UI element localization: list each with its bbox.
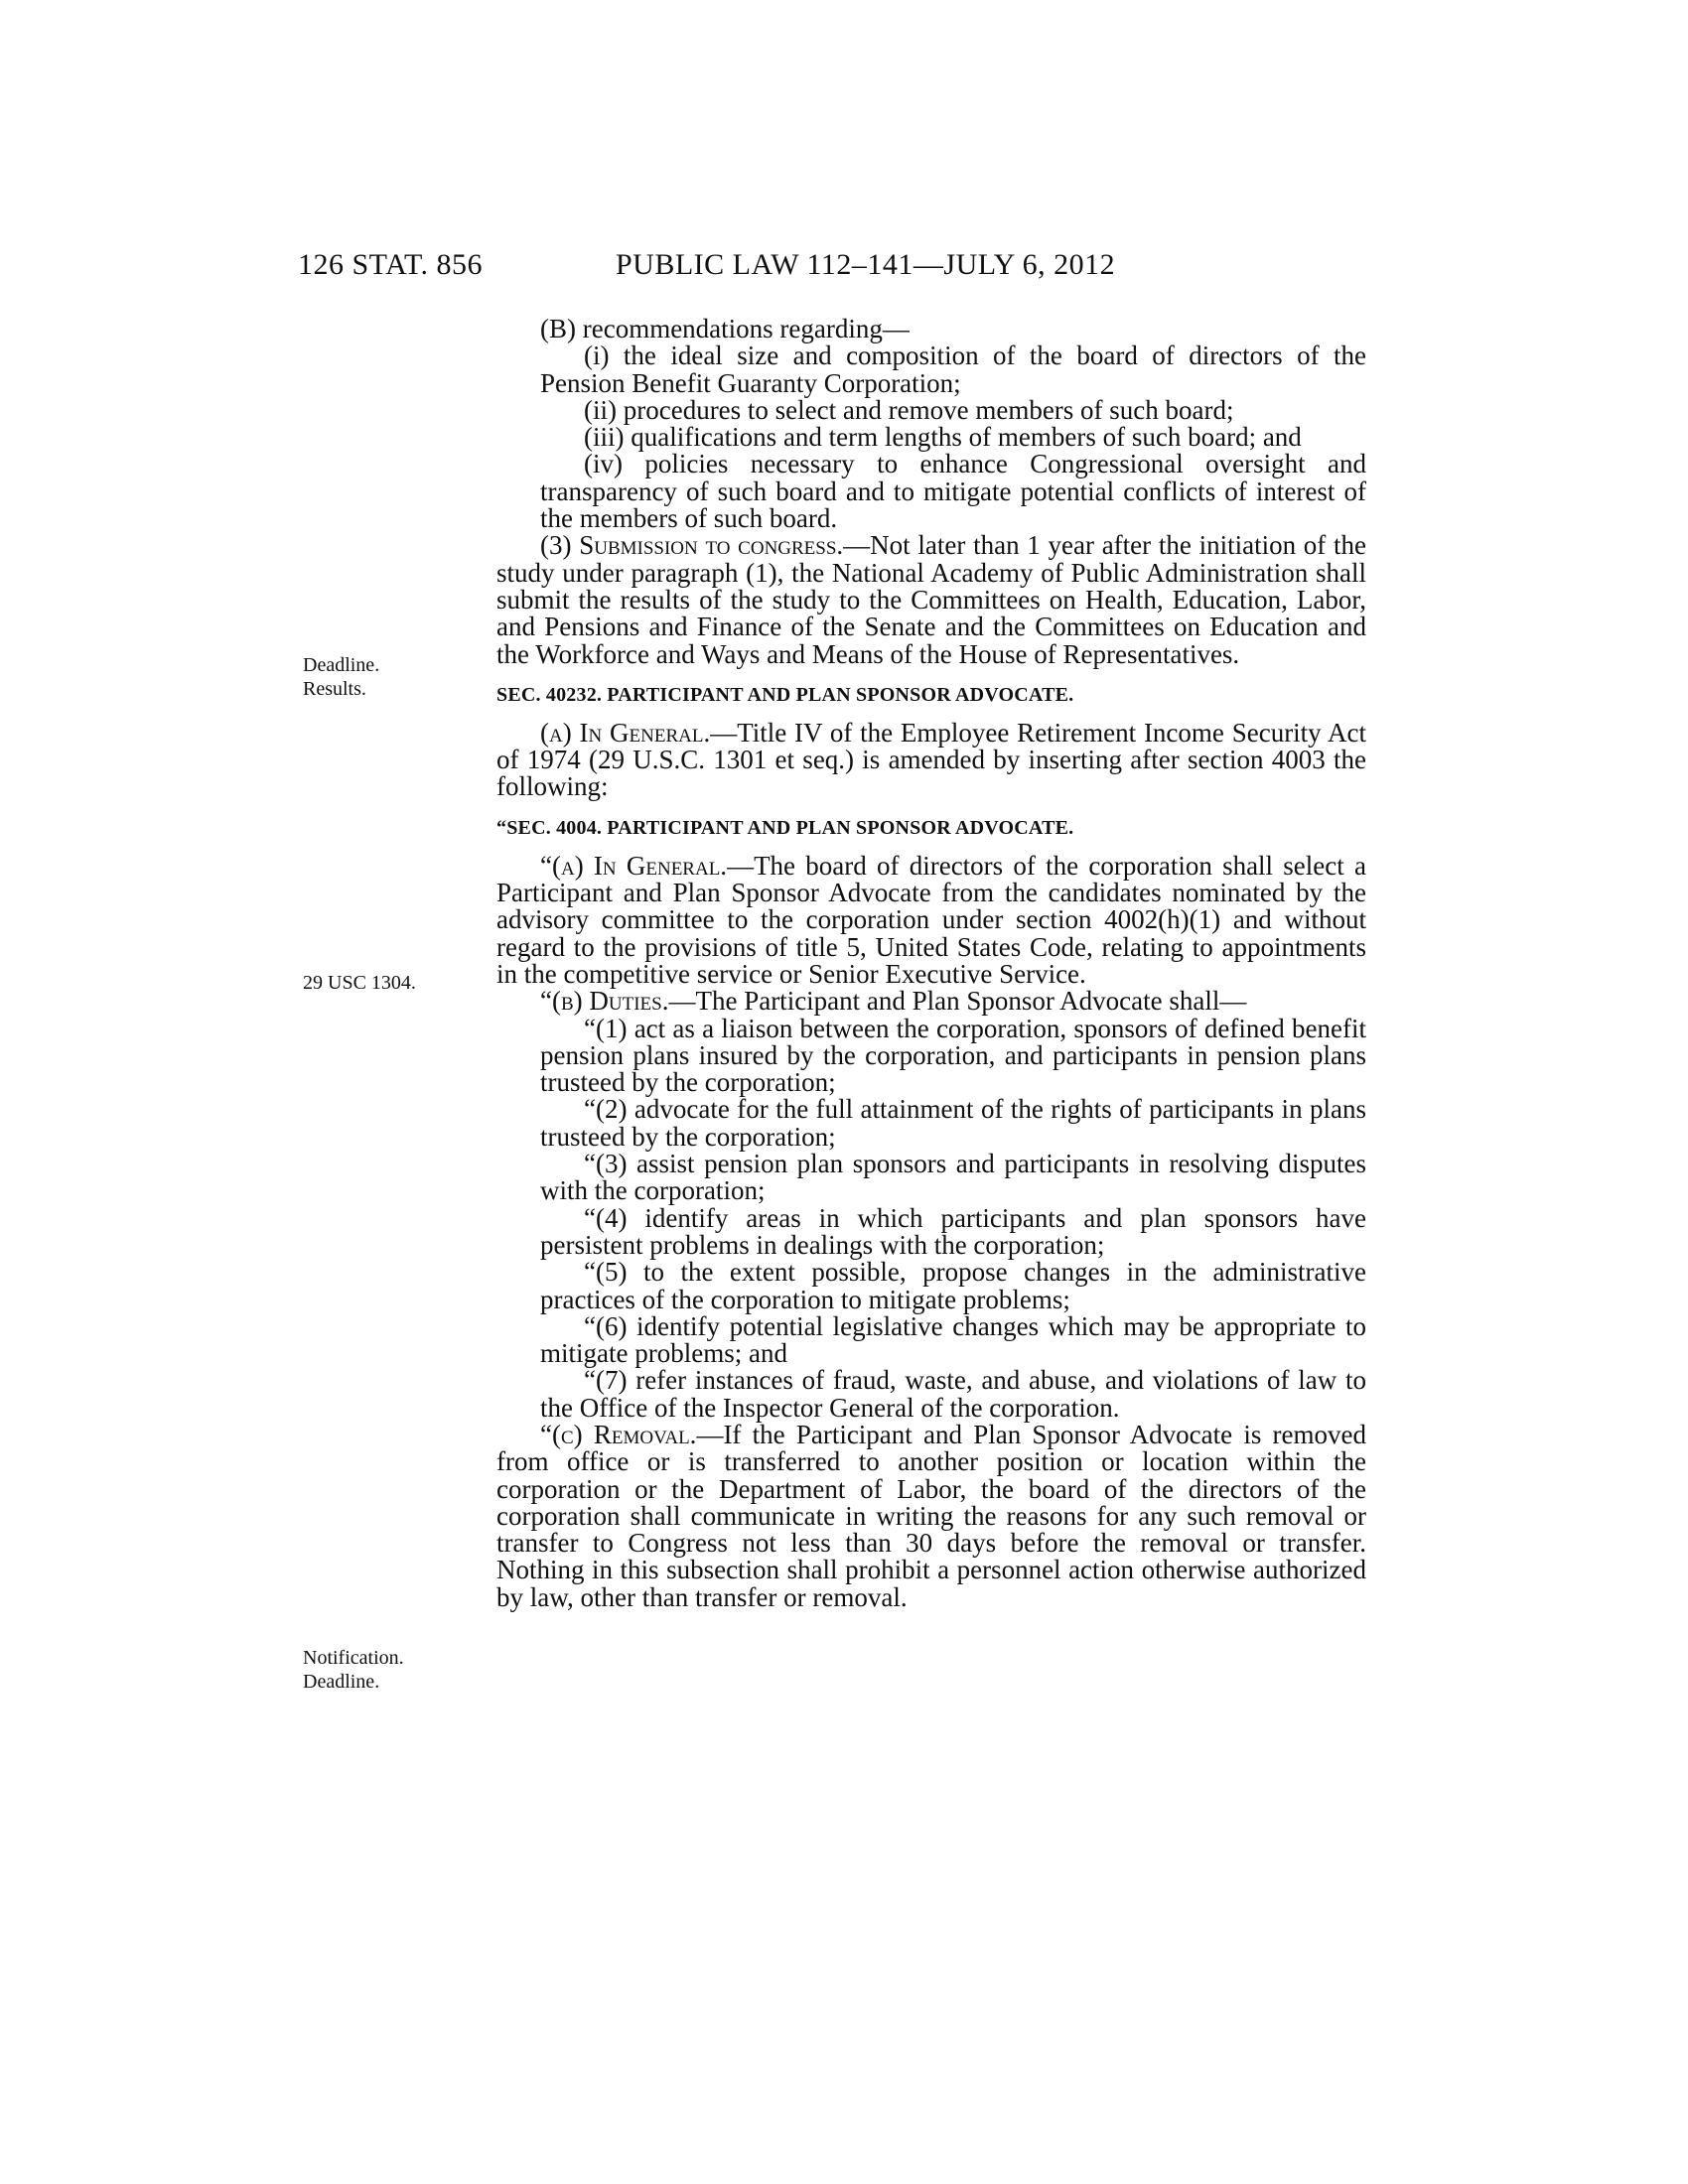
law-title: PUBLIC LAW 112–141—JULY 6, 2012 xyxy=(616,248,1116,281)
sidenote-deadline-results xyxy=(303,653,379,701)
quoted-subsection-b xyxy=(496,988,1366,1015)
page-stat-number: 126 STAT. 856 xyxy=(298,248,484,281)
clause-b-iii: (iii) qualifications and term lengths of members of such board; and xyxy=(584,422,1302,453)
duty-4: “(4) identify areas in which participants and plan sponsors have persistent problems in dealings with the corporation; xyxy=(540,1202,1366,1260)
quoted-subsection-a-text: —The board of directors of the corporation shall select a Participant and Plan Sponsor Advocate from the candidates nominated by the advisory committee to the corporation under section 4002(h)(1) and without regard to the provisions of title 5, United States Code, relating to appointments in the competitive service or Senior Executive Service. xyxy=(496,850,1366,989)
subsection-a-heading: (a) In General. xyxy=(540,717,711,748)
clause-b-i: (i) the ideal size and composition of the board of directors of the Pension Benefit Guaranty Corporation; xyxy=(540,341,1366,398)
duty-6: “(6) identify potential legislative changes which may be appropriate to mitigate problems; and xyxy=(540,1310,1366,1369)
duty-5: “(5) to the extent possible, propose changes in the administrative practices of the corporation to mitigate problems; xyxy=(540,1257,1366,1314)
paragraph-3-text: —Not later than 1 year after the initiation of the study under paragraph (1), the National Academy of Public Administration shall submit the results of the study to the Committees on Health, Education, Labor, and Pensions and Finance of the Senate and the Committees on Education and the Workforce and Ways and Means of the House of Representatives. xyxy=(496,530,1366,669)
paragraph-3-submission xyxy=(496,532,1366,667)
sidenote-usc xyxy=(303,971,416,995)
duty-1: “(1) act as a liaison between the corporation, sponsors of defined benefit pension plans insured by the corporation, and participants in pension plans trusteed by the corporation; xyxy=(540,1013,1366,1098)
clause-b-ii: (ii) procedures to select and remove members of such board; xyxy=(584,394,1234,425)
sidenote-line: 29 USC 1304. xyxy=(303,972,416,994)
quoted-subsection-a xyxy=(496,850,1366,989)
quoted-subsection-c-text: —If the Participant and Plan Sponsor Advocate is removed from office or is transferred to another position or location within the corporation or the Department of Labor, the board of the directors of the corporation shall communicate in writing the reasons for any such removal or transfer to Congress not less than 30 days before the removal or transfer. Nothing in this subsection shall prohibit a personnel action otherwise authorized by law, other than transfer or removal. xyxy=(496,1419,1366,1612)
paragraph-b-intro: (B) recommendations regarding— xyxy=(540,314,910,343)
duty-7: “(7) refer instances of fraud, waste, and abuse, and violations of law to the Office of the Inspector General of the corporation. xyxy=(540,1365,1366,1423)
section-4004-heading: “SEC. 4004. PARTICIPANT AND PLAN SPONSOR ADVOCATE. xyxy=(496,816,1074,839)
section-40232-heading: SEC. 40232. PARTICIPANT AND PLAN SPONSOR ADVOCATE. xyxy=(496,683,1074,706)
clause-b-iv: (iv) policies necessary to enhance Congressional oversight and transparency of such board and to mitigate potential conflicts of interest of the members of such board. xyxy=(540,449,1366,534)
sidenote-line: Deadline. xyxy=(303,1671,380,1693)
sidenote-line: Results. xyxy=(303,678,366,700)
duty-3: “(3) assist pension plan sponsors and participants in resolving disputes with the corporation; xyxy=(540,1149,1366,1206)
document-body xyxy=(496,316,1366,1611)
quoted-subsection-b-text: —The Participant and Plan Sponsor Advocate shall— xyxy=(668,986,1247,1017)
quoted-subsection-b-heading: “(b) Duties. xyxy=(540,986,669,1017)
duty-2: “(2) advocate for the full attainment of the rights of participants in plans trusteed by the corporation; xyxy=(540,1094,1366,1152)
paragraph-3-heading: (3) Submission to congress. xyxy=(540,530,844,561)
subsection-a-text: —Title IV of the Employee Retirement Income Security Act of 1974 (29 U.S.C. 1301 et seq.) is amended by inserting after section 4003 the following: xyxy=(496,717,1366,802)
quoted-subsection-a-heading: “(a) In General. xyxy=(540,850,728,881)
subsection-a xyxy=(496,717,1366,802)
page-header xyxy=(0,248,1688,288)
sidenote-notification xyxy=(303,1646,404,1694)
quoted-subsection-c xyxy=(496,1419,1366,1612)
sidenote-line: Deadline. xyxy=(303,654,380,676)
sidenote-line: Notification. xyxy=(303,1647,404,1669)
quoted-subsection-c-heading: “(c) Removal. xyxy=(540,1419,697,1449)
